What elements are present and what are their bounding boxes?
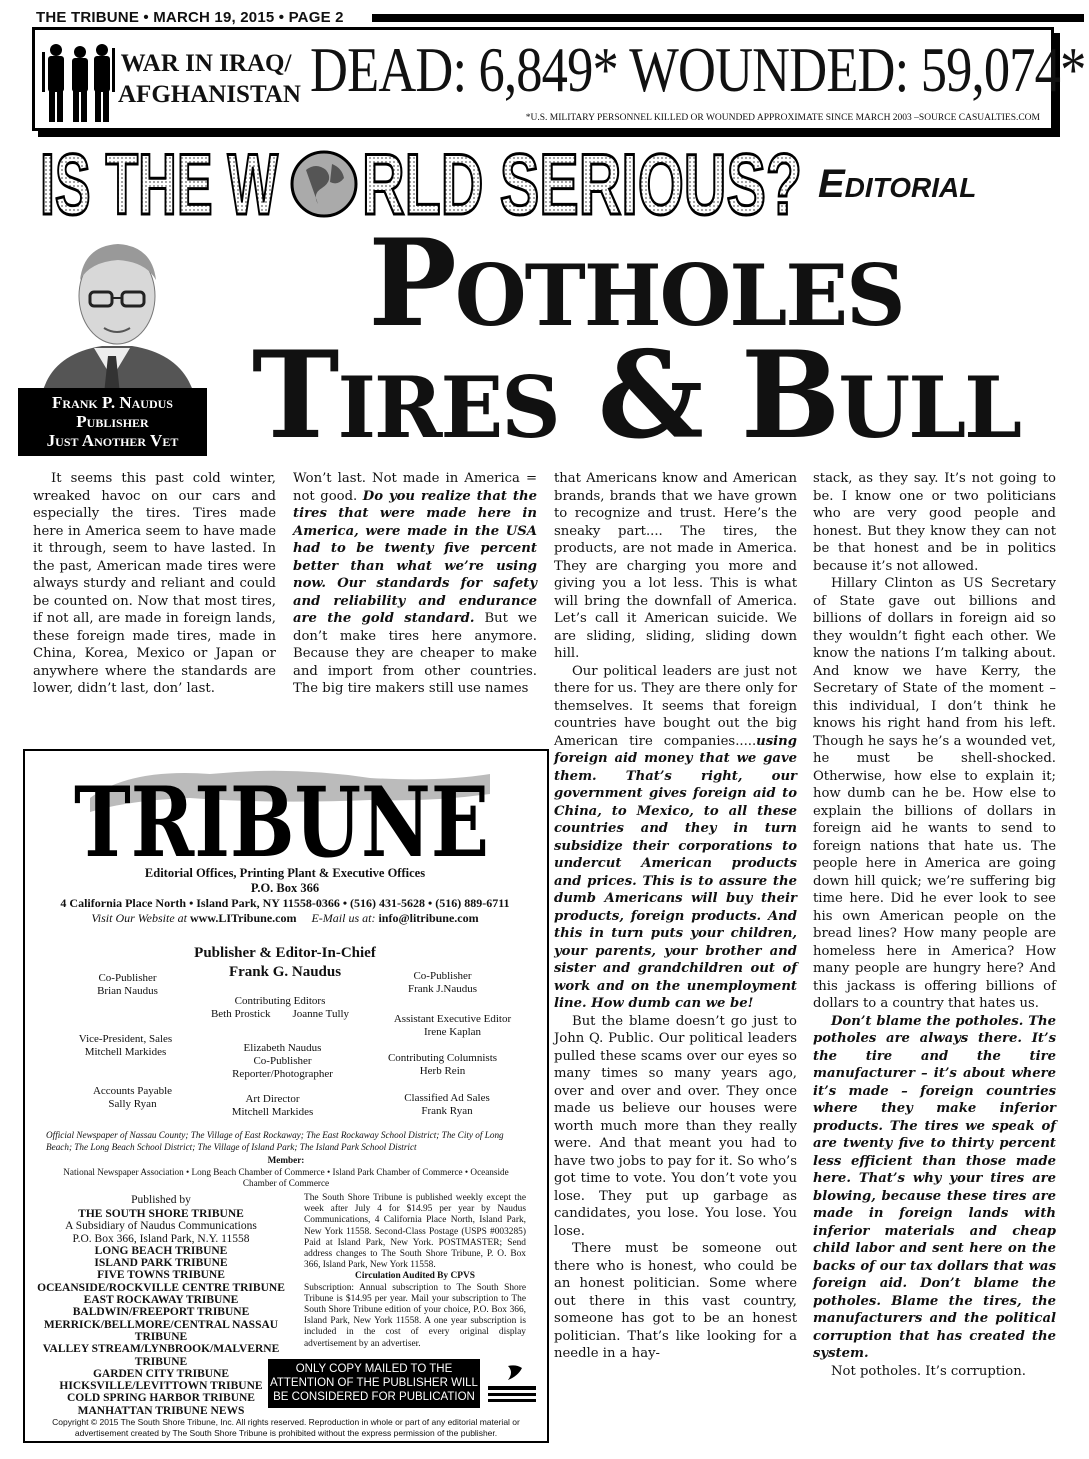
casualty-counts: DEAD: 6,849* WOUNDED: 59,074* — [310, 34, 1086, 105]
copyright: Copyright © 2015 The South Shore Tribune, Inc. All rights reserved. Reproduction in whole or part of any editorial material or advertisement created by The South Shore Tribune is prohibited without the express permission of the publisher. — [52, 1417, 520, 1438]
staff-name: Beth Prostick Joanne Tully — [210, 1008, 350, 1020]
paper-name: FIVE TOWNS TRIBUNE — [97, 1269, 225, 1282]
paper-name: HICKSVILLE/LEVITTOWN TRIBUNE — [59, 1380, 263, 1393]
staff-elizabeth — [205, 1042, 360, 1081]
circulation: Circulation Audited By CPVS — [355, 1271, 475, 1282]
headline-line1: Potholes — [368, 213, 904, 354]
south-text: The South Shore Tribune is published weekly except the week after July 4 for $14.95 per year by Naudus Communications, 4 California Place North, Island Park, New York 11558. Second-Class Postage (USPS #003285) Paid at Island Park, New York. POSTMASTER; Send address changes to The South Shore Tribune, P. O. Box 366, Island Park, New York 11558. — [304, 1193, 526, 1271]
headline-line2: Tires & Bull — [251, 325, 1021, 466]
staff-classified — [372, 1092, 522, 1118]
running-head: THE TRIBUNE • MARCH 19, 2015 • PAGE 2 — [36, 9, 344, 26]
website-prefix: Visit Our Website at — [91, 911, 191, 925]
paper-name: BALDWIN/FREEPORT TRIBUNE — [72, 1306, 250, 1319]
article-paragraph: Not potholes. It’s corruption. — [831, 1363, 1026, 1379]
paper-name: LONG BEACH TRIBUNE — [94, 1244, 228, 1257]
publication-notice — [304, 1193, 526, 1350]
staff-role: Vice-President, Sales — [78, 1033, 173, 1045]
website-link[interactable]: www.LITribune.com — [190, 911, 297, 925]
article-column-4 — [813, 470, 1056, 1380]
staff-name: Mitchell Markides — [84, 1046, 167, 1058]
staff-name: Elizabeth Naudus — [243, 1042, 322, 1054]
staff-role: Co-Publisher — [413, 970, 472, 982]
publisher-name: THE SOUTH SHORE TRIBUNE — [78, 1208, 244, 1220]
tribune-logo-text: TRIBUNE — [74, 766, 489, 866]
offices-line: Editorial Offices, Printing Plant & Executive Offices — [144, 866, 426, 880]
chief-title: Publisher & Editor-In-Chief — [194, 945, 376, 961]
email-link[interactable]: info@litribune.com — [378, 911, 479, 925]
staff-vp-sales — [48, 1033, 203, 1059]
paper-name: VALLEY STREAM/LYNBROOK/MALVERNE TRIBUNE — [42, 1343, 280, 1368]
staff-co-publisher-frank — [370, 970, 515, 996]
publisher-portrait — [32, 236, 202, 394]
byline-box — [18, 388, 207, 456]
casualty-footnote: *U.S. MILITARY PERSONNEL KILLED OR WOUNDED APPROXIMATE SINCE MARCH 2003 –SOURCE CASUALTIES.COM — [525, 113, 1040, 123]
byline-tag: Just Another Vet — [46, 431, 179, 450]
article-text: But we don’t make tires here anymore. Because they are cheaper to make and import from other countries. The big tire makers still use names — [293, 611, 537, 696]
tribune-offices — [30, 866, 540, 926]
paper-name: MERRICK/BELLMORE/CENTRAL NASSAU TRIBUNE — [43, 1318, 279, 1343]
address-line: 4 California Place North • Island Park, NY 11558-0366 • (516) 431-5628 • (516) 889-6711 — [60, 896, 510, 910]
member-list: National Newspaper Association • Long Beach Chamber of Commerce • Island Park Chamber of Commerce • Oceanside Chamber of Commerce — [63, 1166, 509, 1188]
email-prefix: E-Mail us at: — [311, 911, 379, 925]
member-label: Member: — [267, 1155, 305, 1165]
staff-role: Art Director — [245, 1093, 300, 1105]
headline — [195, 213, 1077, 466]
article-text: Our political leaders are just not there for us. They are there only for themselves. It seems that foreign countries have bought out the big American tire companies..... — [554, 663, 797, 749]
paper-name: GARDEN CITY TRIBUNE — [92, 1367, 230, 1380]
article-paragraph: that Americans know and American brands, brands that we have grown to recognize and trust. Here’s the sneaky part.... The tires, the products, are not made in America. They are charging you more and giving you a lot less. This is what will bring the downfall of America. Let’s call it American suicide. We are sliding, sliding, sliding down hill. — [554, 471, 797, 661]
article-paragraph: stack, as they say. It’s not going to be. I know one or two politicians who are very good people and honest. But they know they can not be that honest and be in politics because it’s not allowed. — [813, 471, 1056, 574]
article-emphasis: using foreign aid money that we gave them. That’s right, our government gives foreign aid to China, to Mexico, to all these countries and they in turn subsidize their corporations to undercut American products and prices. This is to assure the dumb Americans will buy their products, foreign products. And this in turn puts your children, your parents, your brother and sister and grandchildren out of work and on the unemployment line. How dumb can we be! — [554, 733, 797, 1011]
subscription: Subscription: Annual subscription to The South Shore Tribune is $14.95 per year. Mail your subscription to The South Shore Tribune edition of your choice, P.O. Box 366, Island Park, New York 11558. A one year subscription is included in the cost of every original display advertisement by an advertiser. — [304, 1282, 526, 1349]
article-paragraph: There must be someone out there who is honest, who could be an honest politician. Some where out there in this vast country, someone has got to be an honest politician. That’s like looking for a needle in a hay- — [554, 1241, 797, 1361]
official-newspaper: Official Newspaper of Nassau County; The Village of East Rockaway; The East Rockaway School District; The City of Long Beach; The Long Beach School District; The Village of Island Park; The Island Park School District — [46, 1130, 504, 1152]
staff-accounts-payable — [55, 1085, 210, 1111]
staff-role: Contributing Editors — [234, 995, 326, 1007]
chief-name: Frank G. Naudus — [228, 964, 342, 980]
staff-role: Classified Ad Sales — [404, 1092, 490, 1104]
staff-name: Irene Kaplan — [423, 1026, 482, 1038]
staff-name: Frank Ryan — [421, 1105, 473, 1117]
article-text: Won’t last. Not made in America = not good. — [293, 471, 537, 504]
paper-name: EAST ROCKAWAY TRIBUNE — [83, 1294, 239, 1307]
article-paragraph: But the blame doesn’t go just to John Q. Public. Our political leaders pulled these scams over our eyes so many times so many years ago, over and over and over. They once made us believe our houses were worth much more than they really were. And that meant you had to have two jobs to pay for it. So who’s got time to vote. You don’t vote you lose. They put up garbage as candidates, you lose. You lose. You lose. — [554, 1013, 797, 1239]
staff-co-publisher-brian — [50, 972, 205, 998]
staff-name: Mitchell Markides — [231, 1106, 314, 1118]
staff-art-director — [195, 1093, 350, 1119]
article-paragraph — [293, 470, 537, 698]
article-paragraph: It seems this past cold winter, wreaked havoc on our cars and especially the tires. Tires made here in America seem to have made it through, seem to have lasted. In the past, American made tires were always sturdy and reliant and could be counted on. Now that most tires, if not all, are made in foreign lands, these foreign made tires, made in China, Korea, Mexico or Japan or anywhere where the standards are lower, didn’t last, don’ last. — [33, 471, 276, 696]
published-by: Published by — [131, 1194, 191, 1206]
pobox-line: P.O. Box 366 — [250, 881, 320, 895]
staff-role: Contributing Columnists — [387, 1052, 498, 1064]
paper-name: MANHATTAN TRIBUNE NEWS — [77, 1404, 245, 1417]
war-label-line1: WAR IN IRAQ/ — [120, 50, 292, 77]
article-column-1 — [33, 470, 276, 698]
paper-name: ISLAND PARK TRIBUNE — [94, 1257, 228, 1270]
banner-text-right: RLD SERIOUS? — [362, 140, 802, 228]
membership — [46, 1155, 526, 1190]
staff-role: Assistant Executive Editor — [393, 1013, 512, 1025]
subsidiary: A Subsidiary of Naudus Communications — [65, 1220, 257, 1233]
staff-role: Accounts Payable — [92, 1085, 173, 1097]
mail-notice: ONLY COPY MAILED TO THE ATTENTION OF THE PUBLISHER WILL BE CONSIDERED FOR PUBLICATION — [268, 1359, 480, 1408]
staff-role: Reporter/Photographer — [232, 1068, 333, 1080]
staff-name: Sally Ryan — [108, 1098, 157, 1110]
papers-list — [30, 1194, 292, 1417]
staff-asst-exec-editor — [380, 1013, 525, 1039]
byline-name: Frank P. Naudus — [52, 393, 173, 412]
staff-columnists — [370, 1052, 515, 1078]
staff-name: Frank J.Naudus — [407, 983, 478, 995]
staff-role: Co-Publisher — [98, 972, 157, 984]
article-paragraph — [554, 663, 797, 1013]
header-rule — [372, 14, 1084, 22]
article-column-2 — [293, 470, 537, 698]
staff-contributing-editors — [190, 995, 370, 1021]
staff-name: Herb Rein — [419, 1065, 466, 1077]
soldiers-silhouette-icon — [40, 38, 118, 124]
article-emphasis: Do you realize that the tires that were made here in America, were made in the USA had to be twenty five percent better than what we’re using now. Our standards for safety and reliability and endurance are the gold standard. — [293, 488, 537, 626]
article-paragraph: Hillary Clinton as US Secretary of State gave out billions and billions of dollars in foreign aid so they wouldn’t fight each other. We know the nations I’m talking about. And know we have Kerry, the Secretary of State of the moment – this individual, I don’t think he knows his right hand from his left. Though he says he’s a wounded vet, he must be shell-shocked. Otherwise, how else to explain it; how dumb can he be. How else to explain the billions of dollars in foreign aid he wants to send to foreign nations that hate us. The people here in America are going down hill quick; we’re suffering big time here. Did he ever look to see his own American people on the bread lines? How many people are homeless here in America? How many people are hungry here? And this jackass is offering billions of dollars to a country that hates us. — [813, 576, 1056, 1011]
banner-text-left: IS THE W — [40, 140, 279, 228]
paper-name: COLD SPRING HARBOR TRIBUNE — [67, 1392, 255, 1405]
tribune-logo — [70, 758, 495, 866]
byline-role: Publisher — [76, 412, 149, 431]
war-label — [118, 48, 301, 110]
article-paragraph — [813, 1013, 1056, 1363]
pub-address: P.O. Box 366, Island Park, N.Y. 11558 — [72, 1232, 250, 1245]
article-emphasis: Don’t blame the potholes. The potholes are always there. It’s the tire and the tire manufacturer – it’s about where it’s made – foreign countries where they make inferior products. The tires we speak of are twenty five to thirty percent less efficient than those made here. That’s why your tires are blowing, because these tires are made in foreign lands with inferior materials and cheap child labor and sent here on the backs of our tax dollars that was foreign aid. Don’t blame the potholes. Blame the tires, the manufacturers and the political corruption that has created the system. — [813, 1013, 1056, 1361]
section-label: Editorial — [818, 162, 977, 206]
recycle-logo-icon — [486, 1362, 538, 1406]
article-column-3 — [554, 470, 797, 1363]
paper-name: OCEANSIDE/ROCKVILLE CENTRE TRIBUNE — [37, 1281, 285, 1294]
staff-role: Co-Publisher — [253, 1055, 312, 1067]
staff-name: Brian Naudus — [97, 985, 158, 997]
war-label-line2: AFGHANISTAN — [118, 81, 301, 108]
